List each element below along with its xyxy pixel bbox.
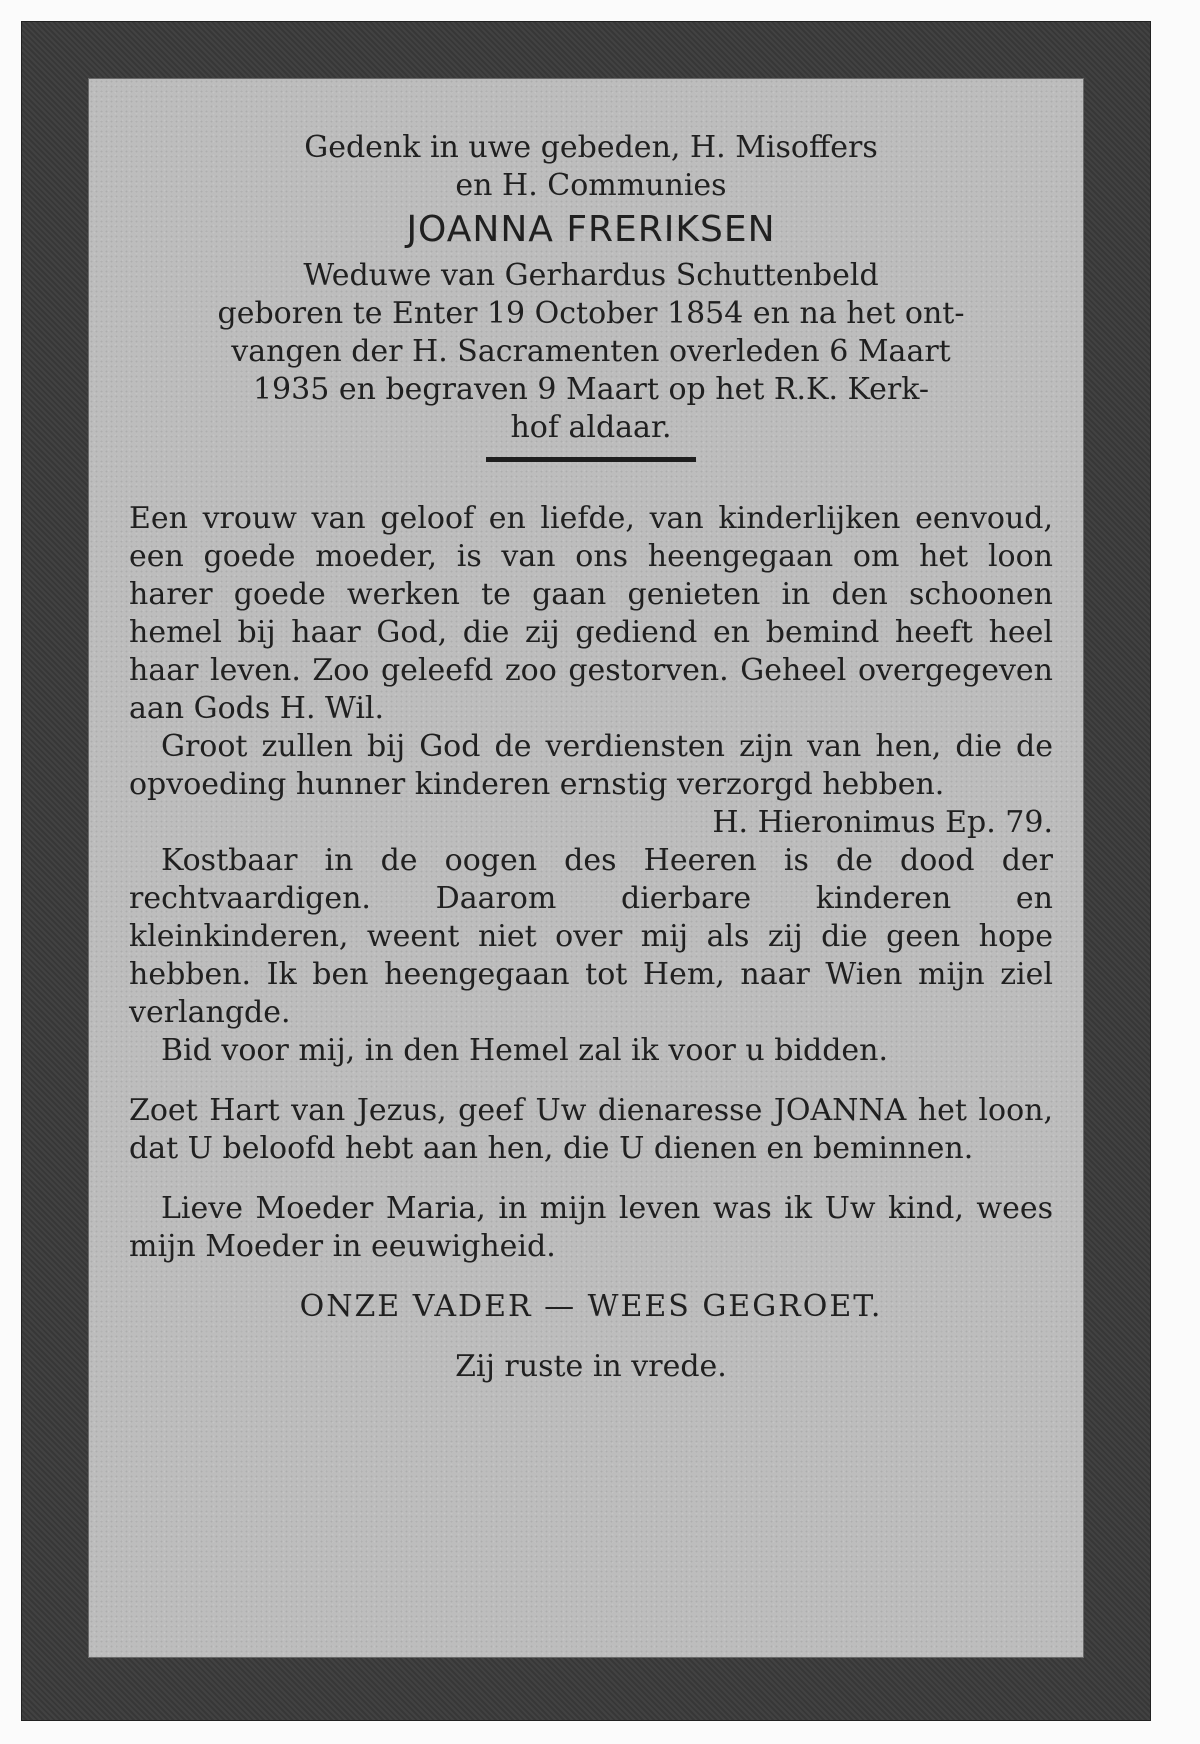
paragraph-pray: Bid voor mij, in den Hemel zal ik voor u bidden. [161, 1033, 889, 1068]
biography-line: hof aldaar. [510, 410, 672, 445]
paragraph-mother-mary: Lieve Moeder Maria, in mijn leven was ik Uw kind, wees mijn Moeder in eeuwigheid. [129, 1191, 1053, 1264]
heading [129, 129, 1053, 205]
biography-line: vangen der H. Sacramenten overleden 6 Maart [231, 334, 951, 369]
paragraph-quote: Groot zullen bij God de verdiensten zijn van hen, die de opvoeding hunner kinderen ernstig verzorgd hebben. [129, 729, 1053, 802]
spacer [129, 1326, 1053, 1348]
deceased-name: JOANNA FRERIKSEN [406, 209, 776, 250]
prayers-line: ONZE VADER — WEES GEGROET. [299, 1289, 883, 1324]
biography-line: 1935 en begraven 9 Maart op het R.K. Kerk- [252, 372, 930, 407]
closing-line: Zij ruste in vrede. [455, 1349, 727, 1384]
card-text [129, 129, 1053, 1386]
heading-line: Gedenk in uwe gebeden, H. Misoffers [304, 130, 878, 165]
divider-rule [486, 457, 696, 462]
quote-source: H. Hieronimus Ep. 79. [712, 805, 1053, 840]
spacer [129, 1070, 1053, 1092]
heading-line: en H. Communies [455, 168, 727, 203]
biography [129, 295, 1053, 447]
subtitle-widow-of: Weduwe van Gerhardus Schuttenbeld [303, 258, 879, 293]
mourning-card [88, 78, 1084, 1658]
spacer [129, 1168, 1053, 1190]
biography-line: geboren te Enter 19 October 1854 en na het ont- [217, 296, 965, 331]
paragraph-farewell: Kostbaar in de oogen des Heeren is de dood der rechtvaardigen. Daarom dierbare kinderen en kleinkinderen, weent niet over mij als zij die geen hope hebben. Ik ben heengegaan tot Hem, naar Wien mijn ziel verlangde. [129, 843, 1053, 1030]
paragraph-tribute: Een vrouw van geloof en liefde, van kinderlijken eenvoud, een goede moeder, is van ons heengegaan om het loon harer goede werken te gaan genieten in den schoonen hemel bij haar God, die zij gediend en bemind heeft heel haar leven. Zoo geleefd zoo gestorven. Geheel overgegeven aan Gods H. Wil. [129, 501, 1053, 726]
paragraph-sacred-heart: Zoet Hart van Jezus, geef Uw dienaresse JOANNA het loon, dat U beloofd hebt aan hen, die U dienen en beminnen. [129, 1093, 1053, 1166]
spacer [129, 1266, 1053, 1288]
